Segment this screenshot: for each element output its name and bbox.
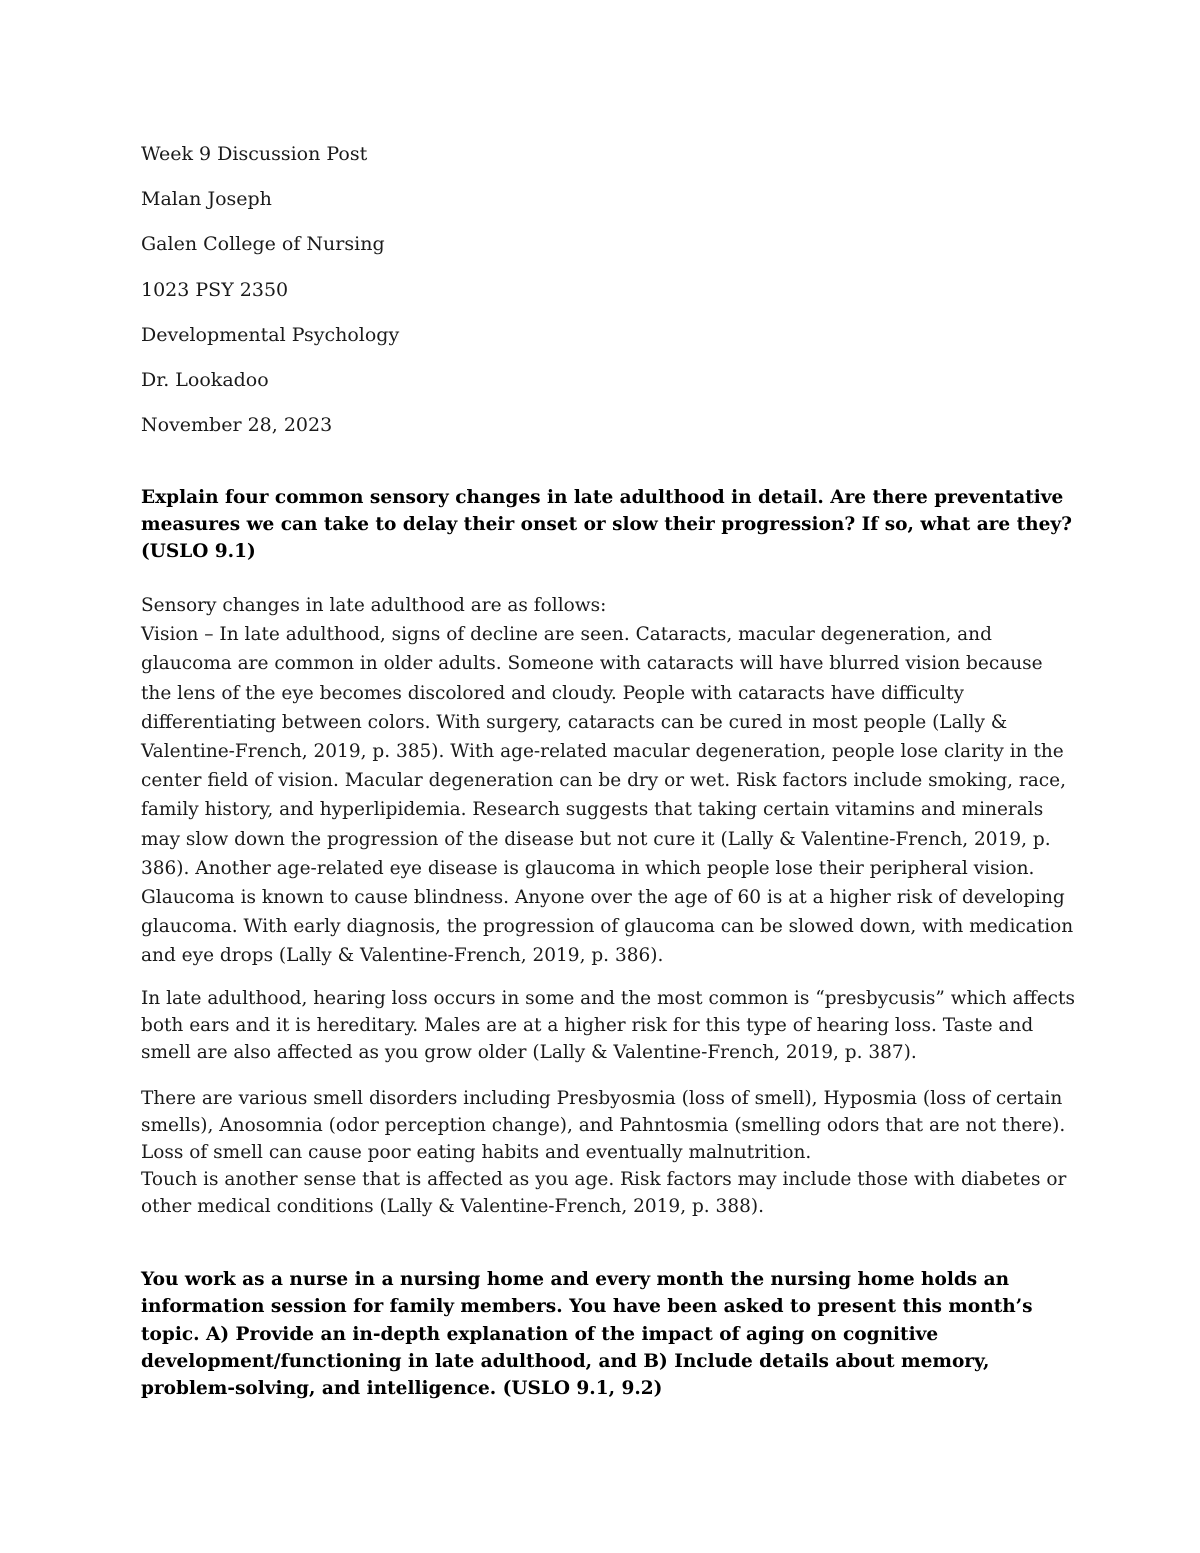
answer-smell-touch-block <box>141 1085 1076 1220</box>
question-1: Explain four common sensory changes in late adulthood in detail. Are there preventative measures we can take to delay their onset or slow their progression? If so, what are they? (USLO 9.1) <box>141 487 1072 562</box>
course-code: 1023 PSY 2350 <box>141 278 289 301</box>
answer-vision-paragraph: Vision – In late adulthood, signs of decline are seen. Cataracts, macular degeneration, and glaucoma are common in older adults. Someone with cataracts will have blurred vision because the lens of the eye becomes discolored and cloudy. People with cataracts have difficulty differentiating between colors. With surgery, cataracts can be cured in most people (Lally & Valentine-French, 2019, p. 385). With age-related macular degeneration, people lose clarity in the center field of vision. Macular degeneration can be dry or wet. Risk factors include smoking, race, family history, and hyperlipidemia. Research suggests that taking certain vitamins and minerals may slow down the progression of the disease but not cure it (Lally & Valentine-French, 2019, p. 386). Another age-related eye disease is glaucoma in which people lose their peripheral vision. Glaucoma is known to cause blindness. Anyone over the age of 60 is at a higher risk of developing glaucoma. With early diagnosis, the progression of glaucoma can be slowed down, with medication and eye drops (Lally & Valentine-French, 2019, p. 386). <box>141 624 1074 967</box>
submission-date: November 28, 2023 <box>141 414 333 437</box>
answer-touch-paragraph: Touch is another sense that is affected as you age. Risk factors may include those with diabetes or other medical conditions (Lally & Valentine-French, 2019, p. 388). <box>141 1169 1067 1217</box>
question-2: You work as a nurse in a nursing home and every month the nursing home holds an information session for family members. You have been asked to present this month’s topic. A) Provide an in-depth explanation of the impact of aging on cognitive development/functioning in late adulthood, and B) Include details about memory, problem-solving, and intelligence. (USLO 9.1, 9.2) <box>141 1269 1033 1400</box>
author-name: Malan Joseph <box>141 188 272 211</box>
document-header <box>141 142 1061 458</box>
answer-smell-paragraph: There are various smell disorders including Presbyosmia (loss of smell), Hyposmia (loss of certain smells), Anosomnia (odor perception change), and Pahntosmia (smelling odors that are not there). Loss of smell can cause poor eating habits and eventually malnutrition. <box>141 1088 1066 1163</box>
instructor-name: Dr. Lookadoo <box>141 368 269 391</box>
answer-intro: Sensory changes in late adulthood are as follows: <box>141 595 607 616</box>
answer-vision-block <box>141 591 1076 971</box>
answer-hearing-paragraph: In late adulthood, hearing loss occurs in some and the most common is “presbycusis” which affects both ears and it is hereditary. Males are at a higher risk for this type of hearing loss. Taste and smell are also affected as you grow older (Lally & Valentine-French, 2019, p. 387). <box>141 988 1075 1063</box>
institution-name: Galen College of Nursing <box>141 233 385 256</box>
course-name: Developmental Psychology <box>141 323 400 346</box>
assignment-title: Week 9 Discussion Post <box>141 143 368 165</box>
